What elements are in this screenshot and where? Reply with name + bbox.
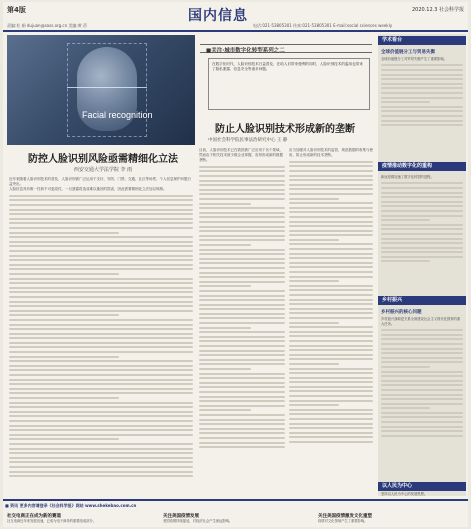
text-line: [9, 218, 193, 220]
sidebar-head-digital: 疫情推动数字化的重构: [378, 162, 466, 171]
text-line: [289, 221, 373, 223]
text-line: [289, 368, 373, 370]
text-line: [381, 110, 463, 112]
text-line: [199, 258, 285, 260]
text-line: [9, 328, 193, 330]
text-line: [381, 210, 463, 212]
text-line: [381, 357, 463, 359]
text-line: [9, 425, 193, 427]
text-line: [9, 388, 193, 390]
text-line: [289, 161, 373, 163]
sidebar-head-rural: 乡村振兴: [378, 296, 466, 305]
text-line: [381, 343, 463, 345]
text-line: [9, 227, 193, 229]
text-line: [199, 442, 285, 444]
bottom-title: 关注美国疫情激发文化重塑: [318, 514, 372, 519]
text-line: [9, 278, 193, 280]
text-line: [9, 273, 119, 275]
text-line: [199, 281, 285, 283]
text-line: [199, 437, 285, 439]
text-line: [289, 289, 373, 291]
text-line: [199, 216, 285, 218]
scan-frame: [67, 43, 147, 137]
text-line: [199, 184, 285, 186]
text-line: [289, 188, 373, 190]
text-line: [9, 438, 119, 440]
text-lines: [381, 182, 463, 262]
text-line: [289, 234, 373, 236]
text-line: [199, 432, 285, 434]
text-line: [381, 338, 463, 340]
text-line: [9, 434, 193, 436]
text-line: [199, 193, 285, 195]
text-line: [9, 397, 119, 399]
text-line: [381, 238, 463, 240]
main-article-col1: [199, 148, 285, 494]
text-line: [9, 383, 193, 385]
text-line: [381, 366, 430, 368]
text-line: [199, 203, 251, 205]
text-line: [289, 207, 373, 209]
text-line: [199, 405, 285, 407]
text-line: [199, 170, 285, 172]
text-line: [381, 120, 463, 122]
text-lines: [381, 329, 463, 437]
text-line: [289, 193, 373, 195]
text-line: [199, 267, 285, 269]
text-line: [289, 400, 373, 402]
bottom-text: 疫情对文化领域产生了重要影响。: [318, 519, 368, 523]
text-line: [9, 314, 119, 316]
text-line: [381, 64, 463, 66]
text-line: [381, 69, 463, 71]
bottom-title: 关注美国疫情发展: [163, 514, 199, 519]
text-line: [9, 296, 193, 298]
sidebar-title: 全球价值链分工与贸易失衡: [381, 50, 435, 55]
main-article-title: 防止人脸识别技术形成新的垄断: [215, 124, 355, 135]
left-article-title: 防控人脸识别风险亟需精细化立法: [28, 154, 178, 165]
text-line: [199, 382, 285, 384]
text-line: [199, 419, 285, 421]
text-line: [199, 272, 285, 274]
text-line: [199, 299, 285, 301]
sidebar-head-people: 以人民为中心: [378, 482, 466, 491]
text-line: [381, 398, 463, 400]
text-line: [381, 380, 463, 382]
text-line: [9, 324, 193, 326]
text-line: [381, 329, 463, 331]
text-line: [9, 199, 193, 201]
text-line: [289, 276, 373, 278]
text-line: [289, 436, 373, 438]
text-line: [199, 244, 251, 246]
text-line: [9, 443, 193, 445]
text-line: [199, 368, 251, 370]
text-line: [9, 195, 193, 197]
text-line: [381, 394, 463, 396]
text-line: [289, 345, 373, 347]
text-line: [381, 371, 463, 373]
text-line: [381, 187, 463, 189]
text-line: [199, 212, 285, 214]
text-line: [9, 342, 193, 344]
text-line: [9, 452, 193, 454]
text-line: [381, 384, 463, 386]
text-line: [289, 248, 373, 250]
sidebar-para: 新冠疫情加速了数字化转型的进程。: [381, 175, 434, 179]
page-header: [3, 2, 468, 32]
text-line: [9, 351, 193, 353]
series-bar: [200, 44, 372, 53]
text-line: [199, 331, 285, 333]
text-line: [289, 363, 339, 365]
bottom-text: 美国疫情持续蔓延，对经济社会产生深远影响。: [163, 519, 233, 523]
text-line: [289, 427, 373, 429]
text-line: [199, 446, 285, 448]
text-line: [199, 295, 285, 297]
text-line: [9, 222, 193, 224]
text-line: [9, 259, 193, 261]
text-line: [199, 354, 285, 356]
text-line: [381, 352, 463, 354]
text-line: [289, 243, 373, 245]
text-line: [381, 124, 463, 126]
text-line: [9, 232, 119, 234]
scan-line: [67, 87, 147, 88]
text-line: [9, 255, 193, 257]
text-line: [381, 106, 463, 108]
text-line: [9, 245, 193, 247]
text-line: [199, 327, 251, 329]
text-line: [289, 441, 373, 443]
text-line: [199, 304, 285, 306]
text-line: [199, 428, 285, 430]
sidebar-para: 全球价值链分工对贸易失衡产生了重要影响。: [381, 57, 447, 61]
text-line: [9, 466, 193, 468]
text-line: [199, 180, 285, 182]
text-line: [199, 235, 285, 237]
sidebar-title: 乡村振兴的核心问题: [381, 310, 422, 315]
text-line: [289, 285, 373, 287]
bottom-bar: ■ 资讯 更多内容请登录《社会科学报》网站 www.shekebao.com.cn: [5, 503, 137, 508]
text-line: [289, 253, 373, 255]
text-line: [381, 421, 463, 423]
text-line: [199, 340, 285, 342]
text-lines: [289, 161, 373, 443]
text-line: [381, 74, 463, 76]
text-line: [199, 322, 285, 324]
contact-meta: 电话:021-53805301 传真:021-53805301 E-mail:social sciences weekly: [253, 23, 393, 28]
text-line: [381, 242, 463, 244]
text-line: [199, 414, 285, 416]
text-line: [199, 400, 285, 402]
text-line: [9, 471, 193, 473]
text-line: [289, 317, 373, 319]
text-line: [289, 372, 373, 374]
text-line: [9, 346, 193, 348]
lead-text: 在数字化时代，人脸识别技术日益普及，在给人们带来便利的同时，人脸识别技术的滥用也带来了隐私泄露、信息安全等诸多问题。: [212, 62, 363, 71]
text-line: [289, 211, 373, 213]
text-line: [9, 236, 193, 238]
text-line: [199, 313, 285, 315]
main-article-author: 中国社会科学院民事法治研究中心 王 静: [208, 138, 288, 143]
text-line: [289, 184, 373, 186]
text-line: [9, 319, 193, 321]
text-line: [199, 262, 285, 264]
left-article-author: 西安交通大学法学院 李 雨: [73, 167, 133, 173]
text-line: [199, 345, 285, 347]
text-line: [381, 78, 463, 80]
text-line: [9, 402, 193, 404]
text-line: [289, 170, 373, 172]
text-line: [289, 225, 373, 227]
text-line: [289, 312, 373, 314]
text-line: [289, 257, 373, 259]
text-line: [289, 262, 373, 264]
text-line: [289, 230, 373, 232]
section-title: 国内信息: [188, 8, 248, 24]
text-line: [381, 403, 463, 405]
text-line: [381, 430, 463, 432]
text-line: [9, 461, 193, 463]
text-line: [199, 350, 285, 352]
text-line: [199, 363, 285, 365]
text-line: [381, 251, 463, 253]
text-line: [9, 448, 193, 450]
text-line: [381, 375, 463, 377]
text-line: [289, 377, 373, 379]
text-line: [9, 365, 193, 367]
text-line: [9, 374, 193, 376]
text-lines: [381, 64, 463, 126]
face-recognition-photo: [7, 35, 195, 145]
lead-box: [208, 58, 370, 110]
text-line: [381, 247, 463, 249]
text-line: [381, 256, 463, 258]
text-line: [289, 340, 373, 342]
text-line: [289, 280, 339, 282]
text-line: [381, 412, 463, 414]
main-article-para: 目前，人脸识别技术已在我国被广泛应用于各个领域，然而由于相关技术被少数企业掌握，容易形成新的数据垄断。: [199, 148, 283, 163]
series-label: ■关注·城市数字化转型系列之二: [206, 48, 285, 54]
sidebar: [378, 34, 466, 496]
text-line: [381, 435, 463, 437]
text-line: [289, 202, 373, 204]
text-line: [199, 285, 251, 287]
text-line: [9, 392, 193, 394]
text-line: [9, 406, 193, 408]
text-line: [9, 457, 193, 459]
text-line: [9, 429, 193, 431]
sidebar-text: [381, 492, 463, 496]
text-line: [199, 226, 285, 228]
text-line: [289, 216, 373, 218]
text-line: [381, 201, 463, 203]
bottom-title: 社交电商正在成为新的赛道: [7, 514, 61, 519]
sidebar-head-academic: 学术看台: [378, 36, 466, 45]
text-line: [289, 409, 373, 411]
text-line: [9, 305, 193, 307]
text-line: [289, 331, 373, 333]
text-line: [381, 115, 463, 117]
text-line: [289, 423, 373, 425]
text-line: [381, 92, 463, 94]
main-article-para: 应当加强对人脸识别技术的监管，规范数据的收集与使用，防止形成新的技术垄断。: [289, 148, 373, 158]
text-line: [289, 239, 339, 241]
text-line: [381, 407, 430, 409]
page-number: 第4版: [7, 6, 26, 14]
text-line: [199, 239, 285, 241]
text-line: [289, 404, 339, 406]
text-line: [289, 335, 373, 337]
text-line: [199, 207, 285, 209]
text-line: [289, 395, 373, 397]
bottom-news: [3, 499, 468, 527]
sidebar-para: 坚持以人民为中心的发展思想。: [381, 492, 428, 496]
text-line: [199, 396, 285, 398]
text-line: [289, 165, 373, 167]
text-lines: [9, 195, 193, 477]
text-line: [289, 322, 339, 324]
text-line: [381, 101, 430, 103]
text-line: [199, 175, 285, 177]
text-line: [9, 264, 193, 266]
text-line: [381, 348, 463, 350]
text-line: [9, 291, 193, 293]
text-line: [289, 271, 373, 273]
text-line: [289, 418, 373, 420]
text-line: [289, 432, 373, 434]
text-line: [199, 336, 285, 338]
text-line: [9, 360, 193, 362]
newspaper-page: [3, 2, 468, 527]
text-line: [199, 290, 285, 292]
sidebar-text: [381, 175, 463, 262]
text-line: [9, 337, 193, 339]
text-line: [9, 282, 193, 284]
text-line: [289, 326, 373, 328]
text-line: [381, 219, 430, 221]
left-article-body: [9, 177, 193, 495]
text-line: [381, 426, 463, 428]
text-line: [289, 354, 373, 356]
text-line: [9, 411, 193, 413]
text-line: [381, 260, 430, 262]
sidebar-text: [381, 317, 463, 437]
text-line: [9, 268, 193, 270]
text-line: [381, 205, 463, 207]
text-line: [381, 87, 463, 89]
text-line: [199, 308, 285, 310]
text-line: [381, 196, 463, 198]
text-line: [199, 198, 285, 200]
text-line: [199, 423, 285, 425]
text-line: [289, 358, 373, 360]
text-line: [289, 349, 373, 351]
text-line: [9, 287, 193, 289]
text-line: [9, 301, 193, 303]
text-line: [199, 386, 285, 388]
text-line: [199, 230, 285, 232]
text-line: [9, 415, 193, 417]
text-line: [9, 213, 193, 215]
text-line: [9, 209, 193, 211]
text-line: [9, 420, 193, 422]
text-line: [381, 228, 463, 230]
left-article-para: 人脸信息具有唯一性和不可更改性，一旦泄露将造成难以挽回的损害，因此需要精细化立法加以规制。: [9, 187, 167, 192]
text-line: [381, 416, 463, 418]
text-line: [199, 189, 285, 191]
text-line: [199, 253, 285, 255]
text-line: [9, 204, 193, 206]
text-line: [289, 308, 373, 310]
sidebar-text: [381, 57, 463, 126]
text-line: [289, 386, 373, 388]
main-article-col2: [289, 148, 373, 494]
text-line: [9, 379, 193, 381]
text-line: [9, 356, 119, 358]
text-line: [289, 299, 373, 301]
text-line: [199, 377, 285, 379]
text-line: [289, 413, 373, 415]
text-line: [199, 391, 285, 393]
text-line: [199, 373, 285, 375]
text-line: [199, 317, 285, 319]
text-line: [381, 389, 463, 391]
text-line: [381, 224, 463, 226]
text-line: [9, 250, 193, 252]
text-line: [289, 381, 373, 383]
left-article-para: 近年来随着人脸识别技术的普及，人脸识别被广泛运用于支付、安防、门禁、交通、社区等场景，个人信息保护问题日益突出。: [9, 177, 191, 187]
sidebar-para: 乡村振兴战略是关系全面建设社会主义现代化国家的重大任务。: [381, 317, 461, 326]
text-line: [289, 294, 373, 296]
text-line: [381, 233, 463, 235]
text-line: [199, 221, 285, 223]
text-line: [9, 475, 193, 477]
text-line: [289, 266, 373, 268]
issue-label: 2020.12.3 社会科学报: [411, 7, 464, 13]
text-line: [289, 198, 339, 200]
text-line: [381, 83, 463, 85]
bottom-text: 社交电商近年来发展迅速，已成为电子商务的重要组成部分。: [7, 519, 97, 523]
text-line: [289, 303, 373, 305]
text-lines: [199, 166, 285, 448]
text-line: [381, 334, 463, 336]
text-line: [9, 310, 193, 312]
text-line: [199, 359, 285, 361]
text-line: [199, 409, 251, 411]
text-line: [289, 390, 373, 392]
text-line: [381, 182, 463, 184]
text-line: [9, 333, 193, 335]
text-line: [9, 369, 193, 371]
text-line: [381, 97, 463, 99]
editor-meta: 责编:杜 娟 dujuan@sass.org.cn 美编:黄 蓓: [7, 23, 88, 28]
text-line: [9, 241, 193, 243]
text-line: [381, 192, 463, 194]
text-line: [199, 276, 285, 278]
text-line: [199, 249, 285, 251]
text-line: [199, 166, 285, 168]
text-line: [381, 215, 463, 217]
text-line: [289, 175, 373, 177]
text-line: [381, 361, 463, 363]
photo-caption: Facial recognition: [82, 110, 153, 120]
text-line: [289, 179, 373, 181]
